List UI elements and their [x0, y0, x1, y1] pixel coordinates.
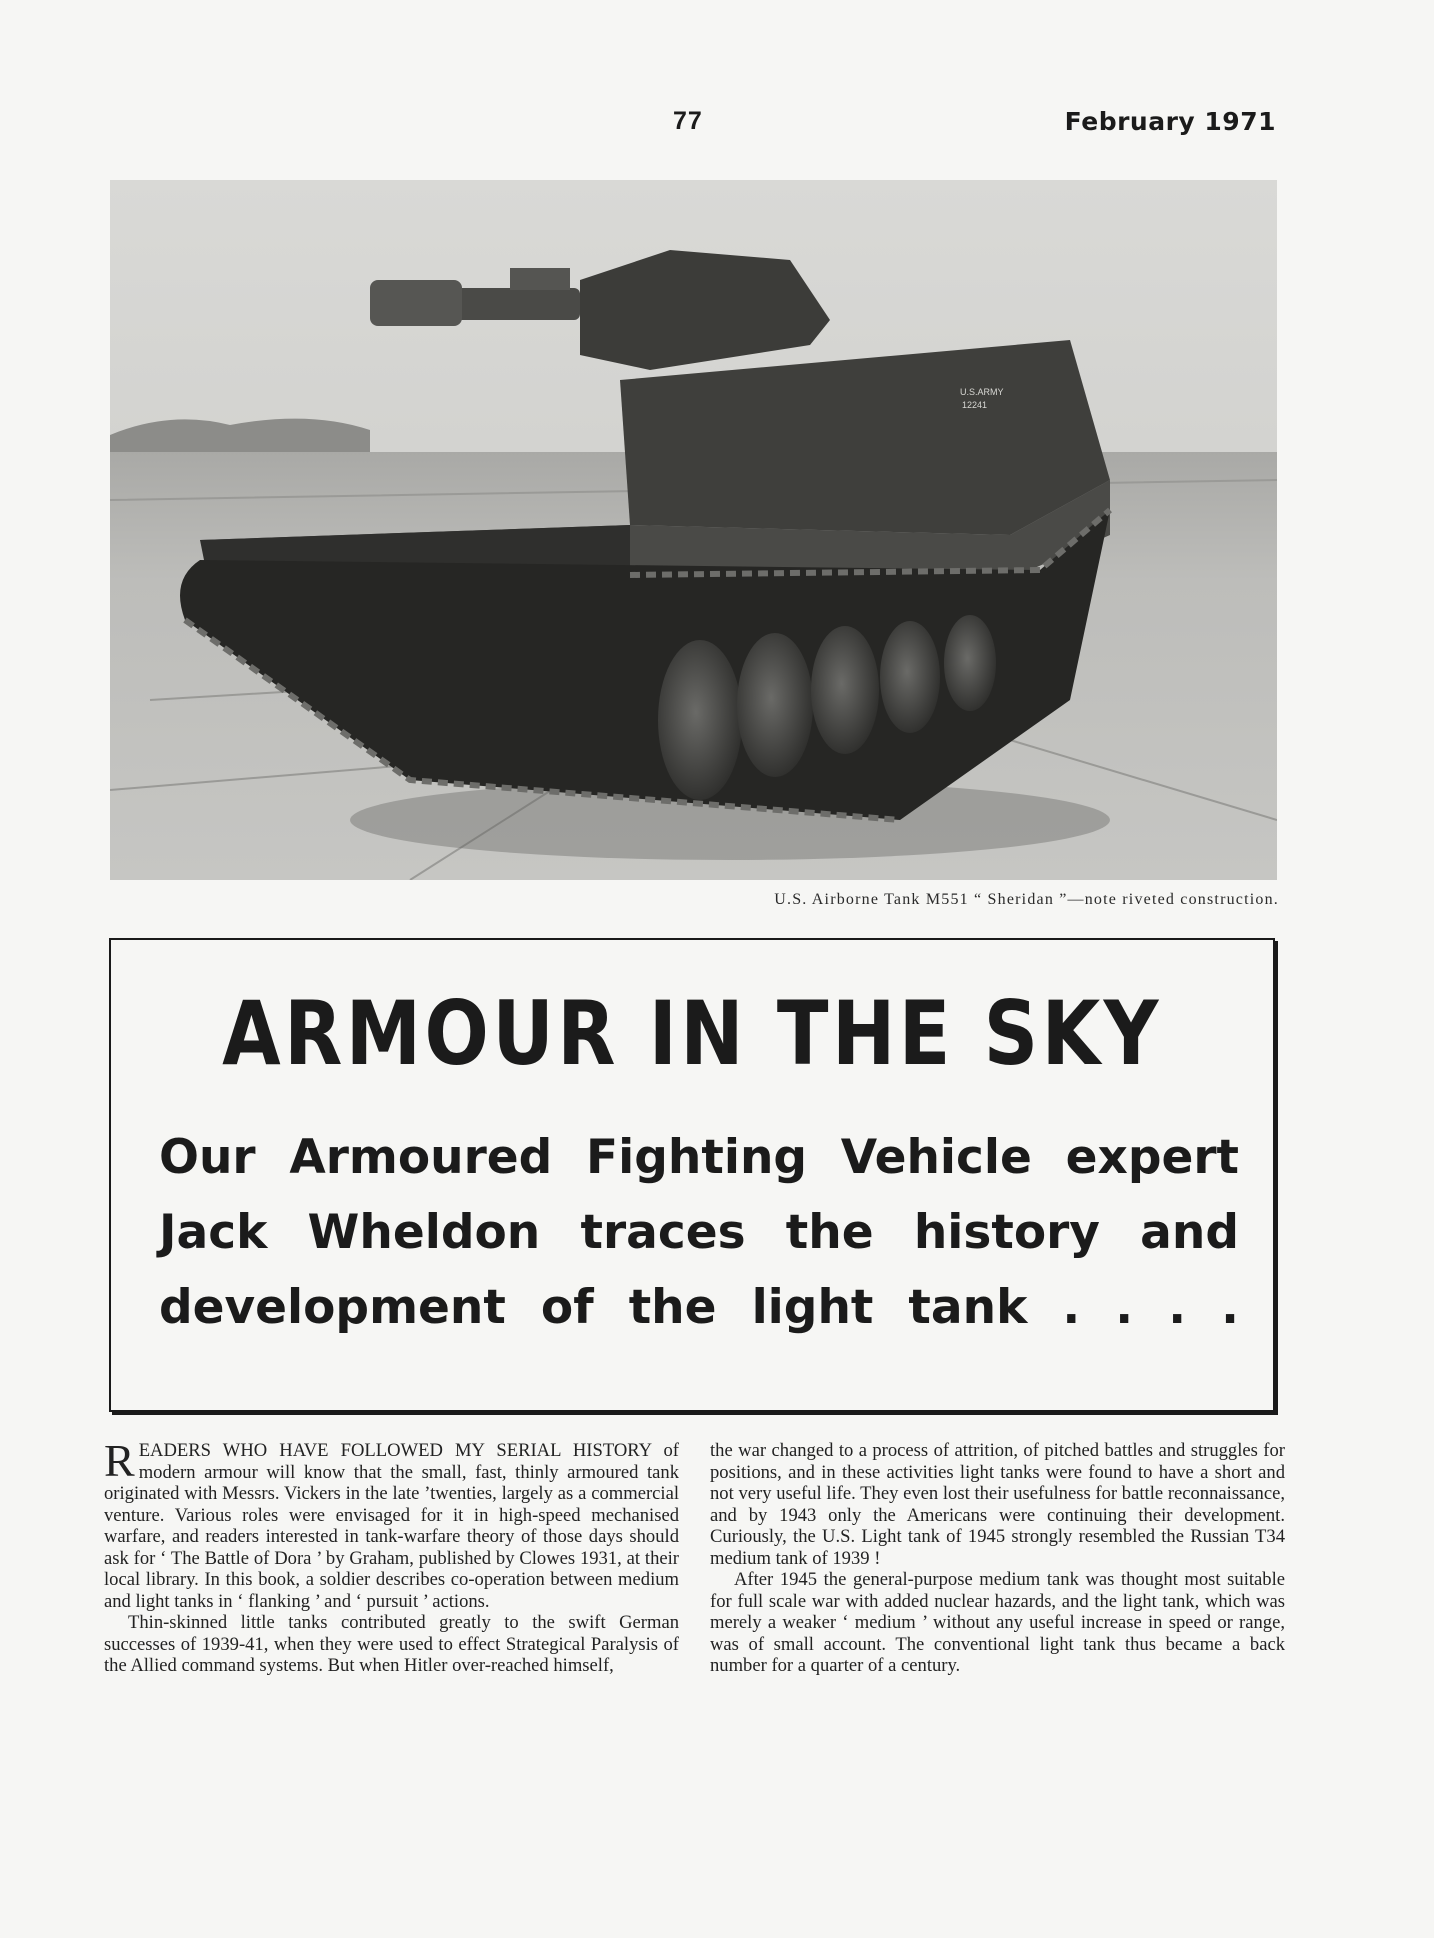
standfirst-line-2: Jack Wheldon traces the history and — [159, 1205, 1239, 1260]
tank-gun-barrel — [450, 288, 580, 320]
drop-cap: R — [104, 1435, 135, 1486]
paragraph-text: EADERS WHO HAVE FOLLOWED MY SERIAL HISTORY of modern armour will know that the small, fast, thinly armoured tank originated with Messrs. Vickers in the late ’twenties, largely as a commercial venture. Various roles were envisaged for it in high-speed mechanised warfare, and readers interested in tank-warfare theory of those days should ask for ‘ The Battle of Dora ’ by Graham, published by Clowes 1931, at their local library. In this book, a soldier describes co-operation between medium and light tanks in ‘ flanking ’ and ‘ pursuit ’ actions. — [104, 1440, 679, 1612]
hull-marking: U.S.ARMY — [960, 387, 1004, 397]
article-paragraph: Thin-skinned little tanks contributed greatly to the swift German successes of 1939-41, when they were used to effect Strategical Paralysis of the Allied command systems. But when Hitler over-reached himself, — [104, 1612, 679, 1676]
article-paragraph: After 1945 the general-purpose medium tank was thought most suitable for full scale war with added nuclear hazards, and the light tank, which was merely a weaker ‘ medium ’ without any useful increase in speed or range, was of small account. The conventional light tank thus became a back number for a quarter of a century. — [710, 1569, 1285, 1676]
article-paragraph: the war changed to a process of attrition, of pitched battles and struggles for positions, and in these activities light tanks were found to have a short and not very useful life. They even lost their usefulness for battle reconnaissance, and by 1943 only the Americans were continuing their development. Curiously, the U.S. Light tank of 1945 strongly resembled the Russian T34 medium tank of 1939 ! — [710, 1440, 1285, 1569]
article-column-left — [104, 1435, 679, 1677]
article-title: ARMOUR IN THE SKY — [222, 982, 1162, 1085]
standfirst-line-3: development of the light tank . . . . — [159, 1280, 1239, 1335]
tank-photo-illustration — [110, 180, 1277, 880]
article-column-right — [710, 1440, 1285, 1677]
tank-photograph — [110, 180, 1277, 880]
page-number: 77 — [673, 107, 703, 135]
hull-serial: 12241 — [962, 400, 988, 410]
headline-box — [109, 938, 1275, 1412]
article-standfirst — [159, 1120, 1269, 1345]
photo-caption: U.S. Airborne Tank M551 “ Sheridan ”—note riveted construction. — [774, 891, 1279, 908]
article-paragraph — [104, 1435, 679, 1612]
standfirst-line-1: Our Armoured Fighting Vehicle expert — [159, 1130, 1239, 1185]
tank-gun-muzzle — [370, 280, 462, 326]
issue-date: February 1971 — [1064, 107, 1276, 136]
